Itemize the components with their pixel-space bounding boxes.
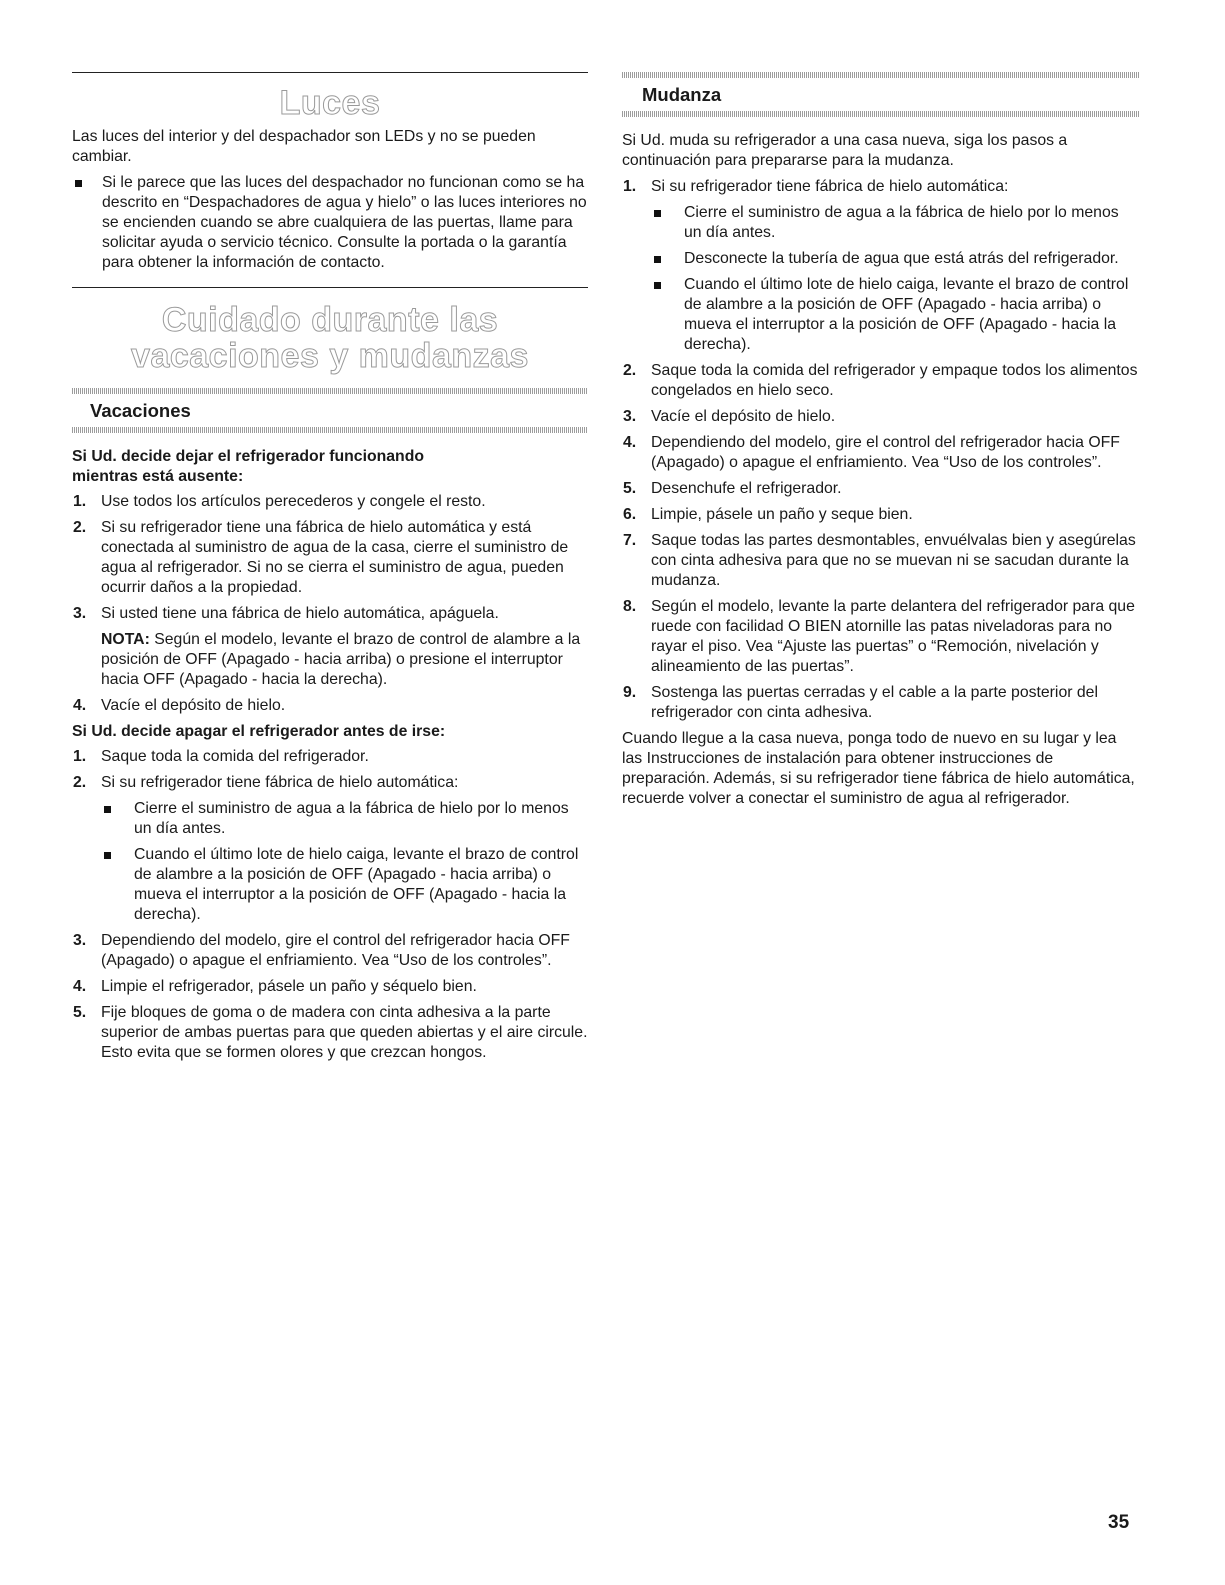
item-text: Dependiendo del modelo, gire el control del refrigerador hacia OFF (Apagado) o apague el enfriamiento. Vea “Uso de los controles”. xyxy=(101,932,570,969)
item-number: 2. xyxy=(73,519,87,536)
list-item xyxy=(72,696,588,716)
list-item xyxy=(622,683,1140,723)
list-item xyxy=(72,931,588,971)
mudanza-list xyxy=(622,177,1140,723)
item-text: Vacíe el depósito de hielo. xyxy=(651,408,836,425)
item-text: Dependiendo del modelo, gire el control del refrigerador hacia OFF (Apagado) o apague el enfriamiento. Vea “Uso de los controles”. xyxy=(651,434,1120,471)
item-number: 5. xyxy=(73,1004,87,1021)
section-rule xyxy=(72,72,588,73)
list-item xyxy=(622,361,1140,401)
list-item xyxy=(651,249,1140,269)
mudanza-sub-bullets xyxy=(651,203,1140,355)
nota-paragraph xyxy=(101,630,588,690)
page-number: 35 xyxy=(1108,1512,1130,1533)
item-number: 6. xyxy=(623,506,637,523)
bullet-text: Cierre el suministro de agua a la fábrica de hielo por lo menos un día antes. xyxy=(684,204,1119,241)
vacaciones-subhead-1: Si Ud. decide dejar el refrigerador funcionando mientras está ausente: xyxy=(72,448,424,485)
section-rule xyxy=(72,287,588,288)
item-text: Desenchufe el refrigerador. xyxy=(651,480,842,497)
item-number: 3. xyxy=(73,932,87,949)
item-number: 3. xyxy=(623,408,637,425)
list-item xyxy=(72,773,588,925)
cuidado-heading: Cuidado durante las vacaciones y mudanzas xyxy=(131,301,529,375)
right-column xyxy=(622,72,1140,814)
item-text: Si usted tiene una fábrica de hielo automática, apáguela. xyxy=(101,605,499,622)
item-number: 1. xyxy=(73,493,87,510)
square-bullet-icon xyxy=(654,256,661,263)
hatch-rule xyxy=(622,72,1140,78)
item-number: 1. xyxy=(73,748,87,765)
item-number: 3. xyxy=(73,605,87,622)
mudanza-closing: Cuando llegue a la casa nueva, ponga todo de nuevo en su lugar y lea las Instrucciones de instalación para obtener instrucciones de preparación. Además, si su refrigerador tiene fábrica de hielo automática, recuerde volver a conectar el suministro de agua al refrigerador. xyxy=(622,730,1135,807)
list-item xyxy=(72,518,588,598)
item-text: Saque toda la comida del refrigerador y empaque todos los alimentos congelados en hielo seco. xyxy=(651,362,1138,399)
item-number: 5. xyxy=(623,480,637,497)
mudanza-intro: Si Ud. muda su refrigerador a una casa nueva, siga los pasos a continuación para prepararse para la mudanza. xyxy=(622,132,1068,169)
vacaciones-sub-bullets xyxy=(101,799,588,925)
item-text: Saque todas las partes desmontables, envuélvalas bien y asegúrelas con cinta adhesiva para que no se muevan ni se sacudan durante la mudanza. xyxy=(651,532,1136,589)
square-bullet-icon xyxy=(75,180,82,187)
nota-label: NOTA: xyxy=(101,631,150,648)
list-item xyxy=(622,531,1140,591)
vacaciones-subhead-2: Si Ud. decide apagar el refrigerador antes de irse: xyxy=(72,723,446,740)
list-item xyxy=(101,799,588,839)
item-number: 8. xyxy=(623,598,637,615)
item-text: Sostenga las puertas cerradas y el cable a la parte posterior del refrigerador con cinta adhesiva. xyxy=(651,684,1098,721)
item-text: Use todos los artículos perecederos y congele el resto. xyxy=(101,493,486,510)
bullet-text: Cierre el suministro de agua a la fábrica de hielo por lo menos un día antes. xyxy=(134,800,569,837)
vacaciones-heading: Vacaciones xyxy=(90,400,191,421)
item-text: Según el modelo, levante la parte delantera del refrigerador para que ruede con facilidad O BIEN atornille las patas niveladoras para no rayar el piso. Vea “Ajuste las puertas” o “Remoción, nivelación y alineamiento de las puertas”. xyxy=(651,598,1135,675)
hatch-rule xyxy=(72,427,588,433)
item-number: 4. xyxy=(623,434,637,451)
list-item xyxy=(622,597,1140,677)
vacaciones-list-2 xyxy=(72,747,588,1063)
list-item xyxy=(72,492,588,512)
nota-text: Según el modelo, levante el brazo de control de alambre a la posición de OFF (Apagado - hacia arriba) o presione el interruptor hacia OFF (Apagado - hacia la derecha). xyxy=(101,631,581,688)
hatch-rule xyxy=(622,111,1140,117)
hatch-rule xyxy=(72,388,588,394)
list-item xyxy=(622,505,1140,525)
luces-intro: Las luces del interior y del despachador son LEDs y no se pueden cambiar. xyxy=(72,128,536,165)
list-item xyxy=(72,977,588,997)
item-number: 1. xyxy=(623,178,637,195)
list-item xyxy=(72,604,588,690)
list-item xyxy=(651,203,1140,243)
item-text: Si su refrigerador tiene una fábrica de hielo automática y está conectada al suministro de agua de la casa, cierre el suministro de agua al refrigerador. Si no se cierra el suministro de agua, pueden ocurrir daños a la propiedad. xyxy=(101,519,569,596)
luces-heading: Luces xyxy=(279,84,381,122)
square-bullet-icon xyxy=(104,806,111,813)
list-item xyxy=(651,275,1140,355)
item-text: Fije bloques de goma o de madera con cinta adhesiva a la parte superior de ambas puertas para que queden abiertas y el aire circule. Esto evita que se formen olores y que crezcan hongos. xyxy=(101,1004,588,1061)
list-item xyxy=(72,173,588,273)
square-bullet-icon xyxy=(654,210,661,217)
luces-bullet-text: Si le parece que las luces del despachador no funcionan como se ha descrito en “Despachadores de agua y hielo” o las luces interiores no se encienden cuando se abre cualquiera de las puertas, llame para solicitar ayuda o servicio técnico. Consulte la portada o la garantía para obtener la información de contacto. xyxy=(102,174,587,271)
item-text: Si su refrigerador tiene fábrica de hielo automática: xyxy=(101,774,459,791)
item-number: 9. xyxy=(623,684,637,701)
square-bullet-icon xyxy=(104,852,111,859)
item-number: 2. xyxy=(623,362,637,379)
list-item xyxy=(622,433,1140,473)
bullet-text: Cuando el último lote de hielo caiga, levante el brazo de control de alambre a la posición de OFF (Apagado - hacia arriba) o mueva el interruptor a la posición de OFF (Apagado - hacia la derecha). xyxy=(134,846,579,923)
luces-bullet-list xyxy=(72,173,588,273)
item-number: 7. xyxy=(623,532,637,549)
list-item xyxy=(72,1003,588,1063)
bullet-text: Cuando el último lote de hielo caiga, levante el brazo de control de alambre a la posición de OFF (Apagado - hacia arriba) o mueva el interruptor a la posición de OFF (Apagado - hacia la derecha). xyxy=(684,276,1129,353)
list-item xyxy=(622,407,1140,427)
item-text: Si su refrigerador tiene fábrica de hielo automática: xyxy=(651,178,1009,195)
square-bullet-icon xyxy=(654,282,661,289)
item-text: Limpie, pásele un paño y seque bien. xyxy=(651,506,913,523)
item-text: Vacíe el depósito de hielo. xyxy=(101,697,286,714)
mudanza-heading: Mudanza xyxy=(642,84,722,105)
item-number: 4. xyxy=(73,978,87,995)
vacaciones-list-1 xyxy=(72,492,588,716)
item-number: 2. xyxy=(73,774,87,791)
list-item xyxy=(622,177,1140,355)
list-item xyxy=(622,479,1140,499)
item-number: 4. xyxy=(73,697,87,714)
bullet-text: Desconecte la tubería de agua que está atrás del refrigerador. xyxy=(684,250,1119,267)
item-text: Saque toda la comida del refrigerador. xyxy=(101,748,369,765)
list-item xyxy=(72,747,588,767)
left-column xyxy=(72,72,588,1069)
item-text: Limpie el refrigerador, pásele un paño y séquelo bien. xyxy=(101,978,477,995)
list-item xyxy=(101,845,588,925)
